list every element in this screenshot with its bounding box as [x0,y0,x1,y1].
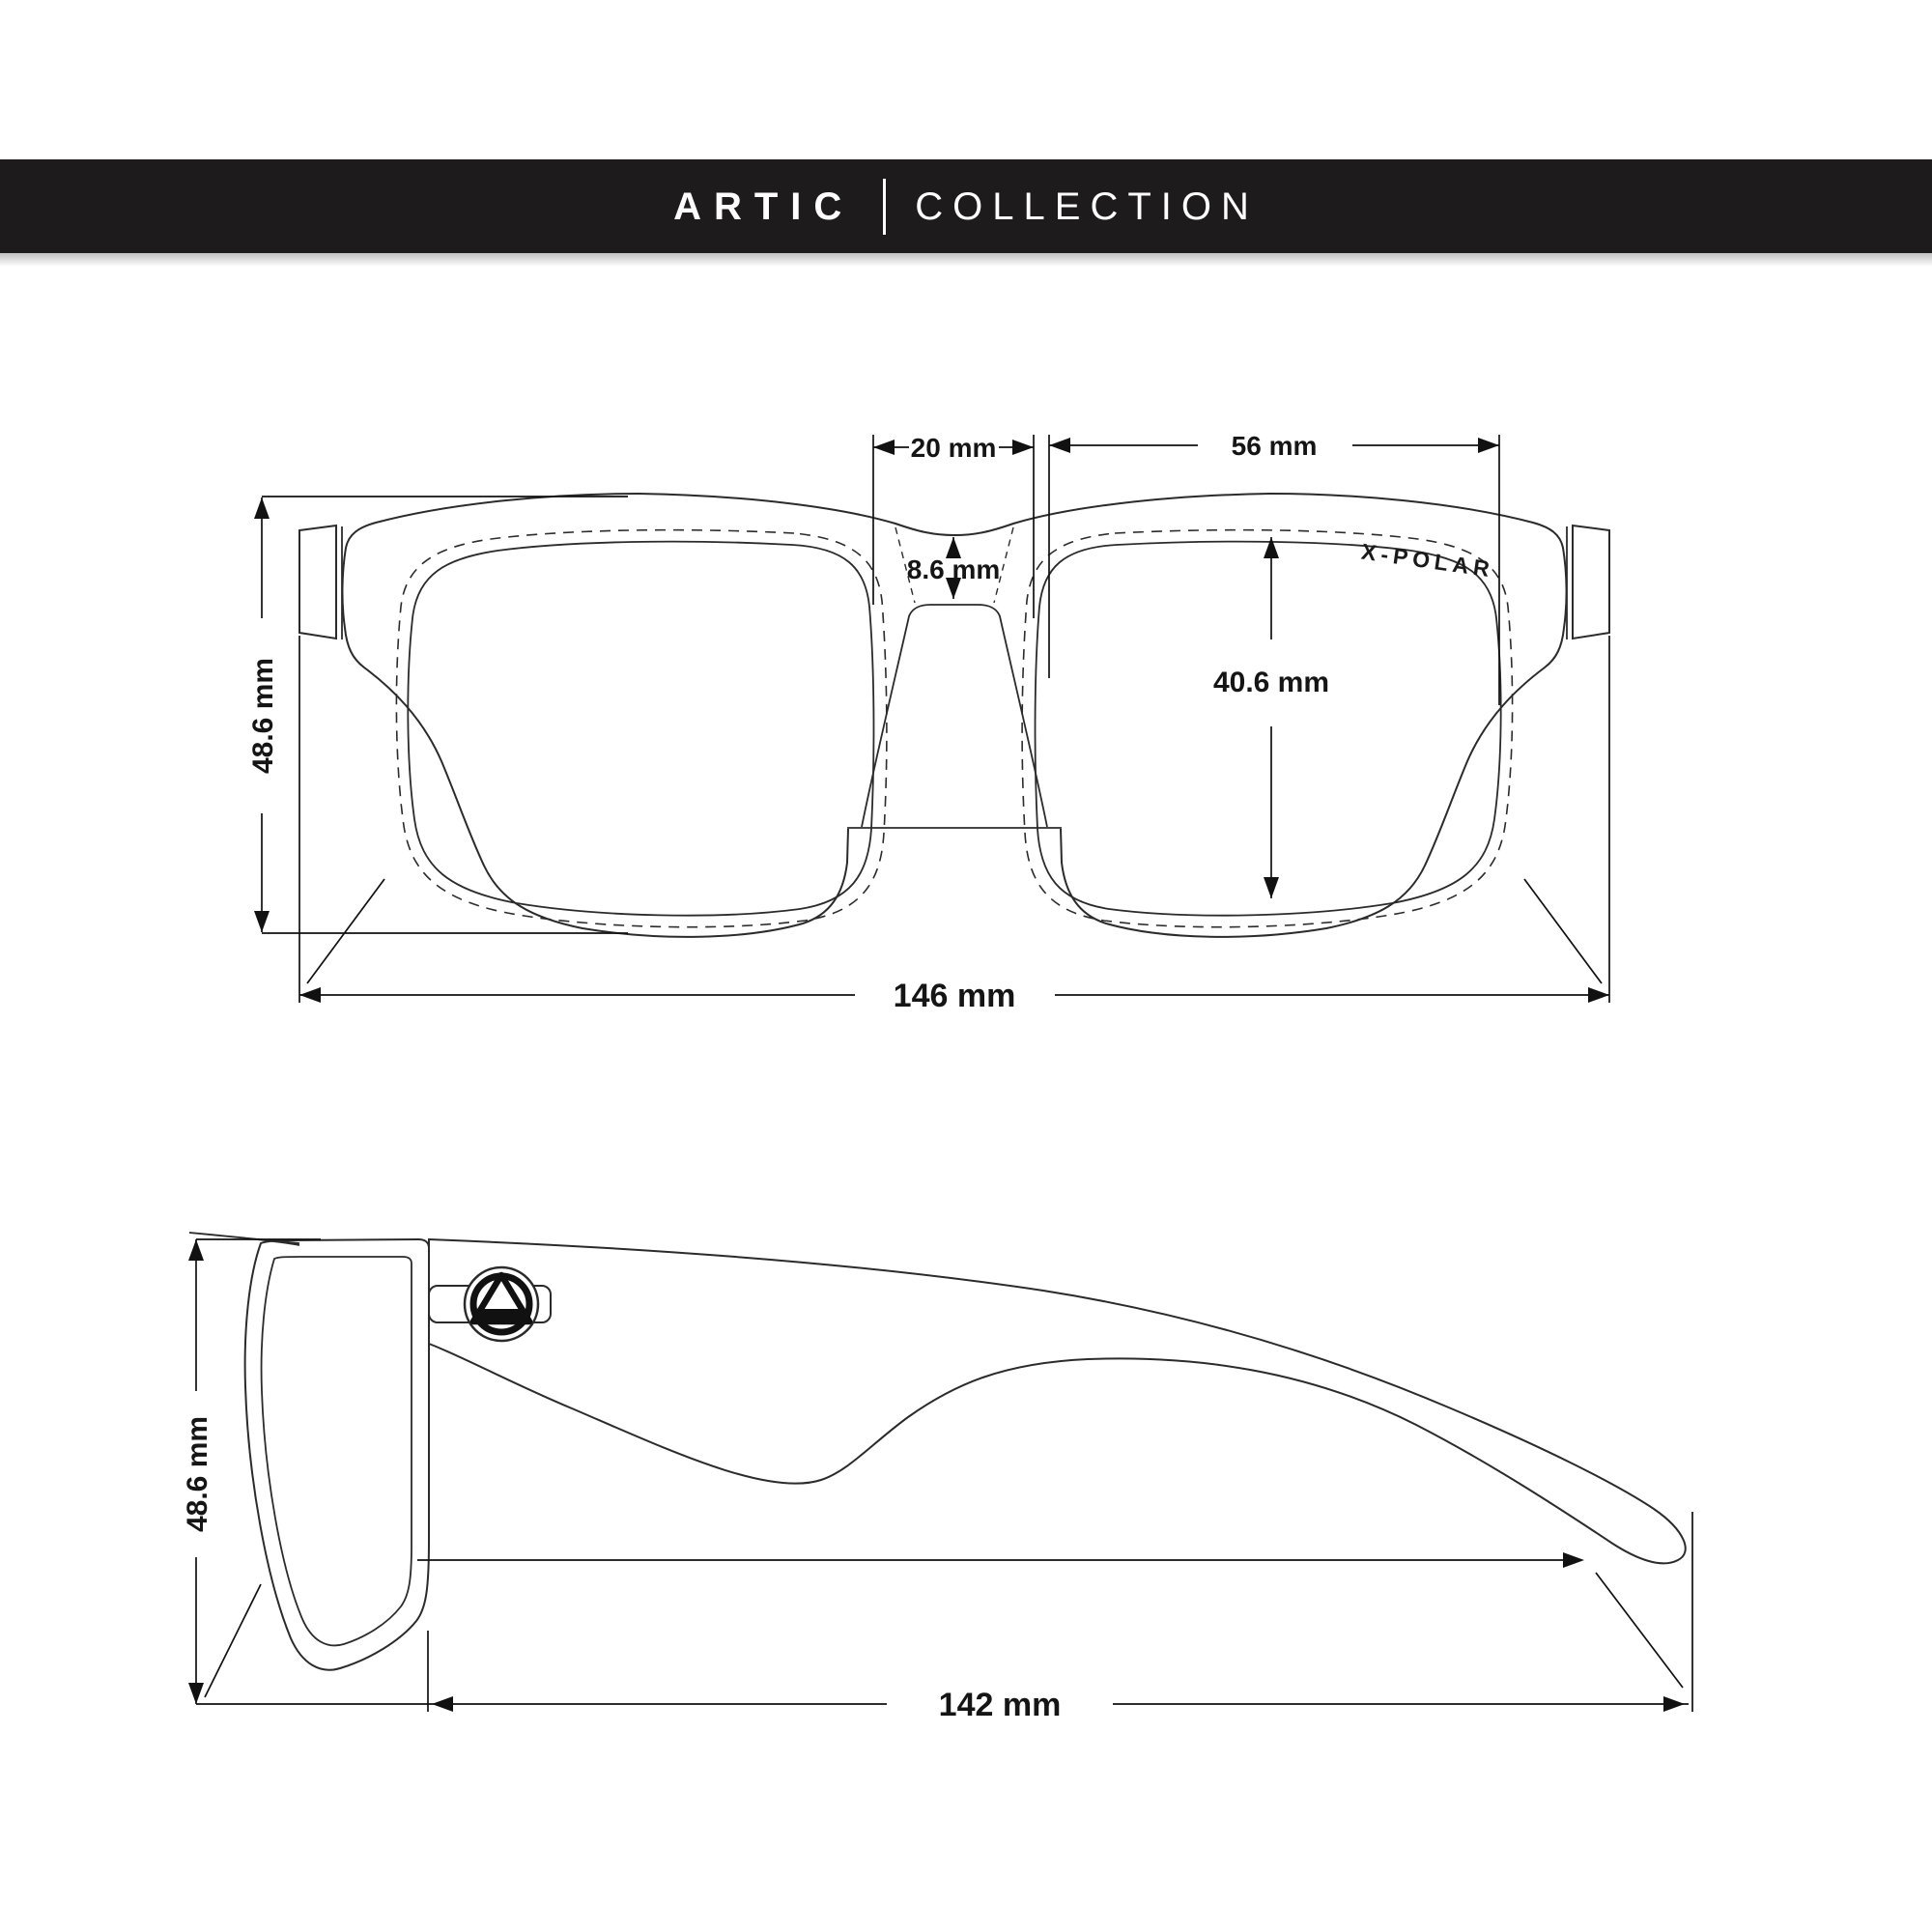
arrowhead [1012,440,1034,455]
lens-height-label: 40.6 mm [1212,667,1330,698]
side-height-label: 48.6 mm [182,1415,213,1533]
arrowhead [254,497,270,519]
bridge-height-label: 8.6 mm [906,554,1001,584]
arrowhead [1563,1552,1584,1568]
arrowhead [254,911,270,932]
temple-length-label: 142 mm [938,1687,1062,1723]
bridge-width-label: 20 mm [910,433,997,463]
arrowhead [1478,438,1499,453]
arrowhead [1663,1696,1685,1712]
arrowhead [299,987,321,1003]
collection-name: ARTIC [673,185,855,228]
arrowhead [1049,438,1070,453]
collection-word: COLLECTION [915,185,1259,228]
front-left-half [299,494,954,937]
lens-width-label: 56 mm [1231,431,1318,461]
frame-height-label: 48.6 mm [247,657,279,775]
arrowhead [188,1239,204,1261]
arrowhead [873,440,895,455]
brand-triangle-base [473,1309,529,1321]
side-view [182,1233,1692,1723]
total-width-leaders [307,879,1602,983]
front-view [247,431,1609,1014]
temple-arm-outline [429,1239,1686,1563]
total-width-label: 146 mm [893,978,1016,1014]
arrowhead [1588,987,1609,1003]
temple-extension-lines [428,1512,1692,1712]
arrowhead [188,1683,204,1704]
lens-brand-text: X-POLAR [1359,538,1496,582]
arrowhead [432,1696,453,1712]
front-right-half [954,494,1609,937]
